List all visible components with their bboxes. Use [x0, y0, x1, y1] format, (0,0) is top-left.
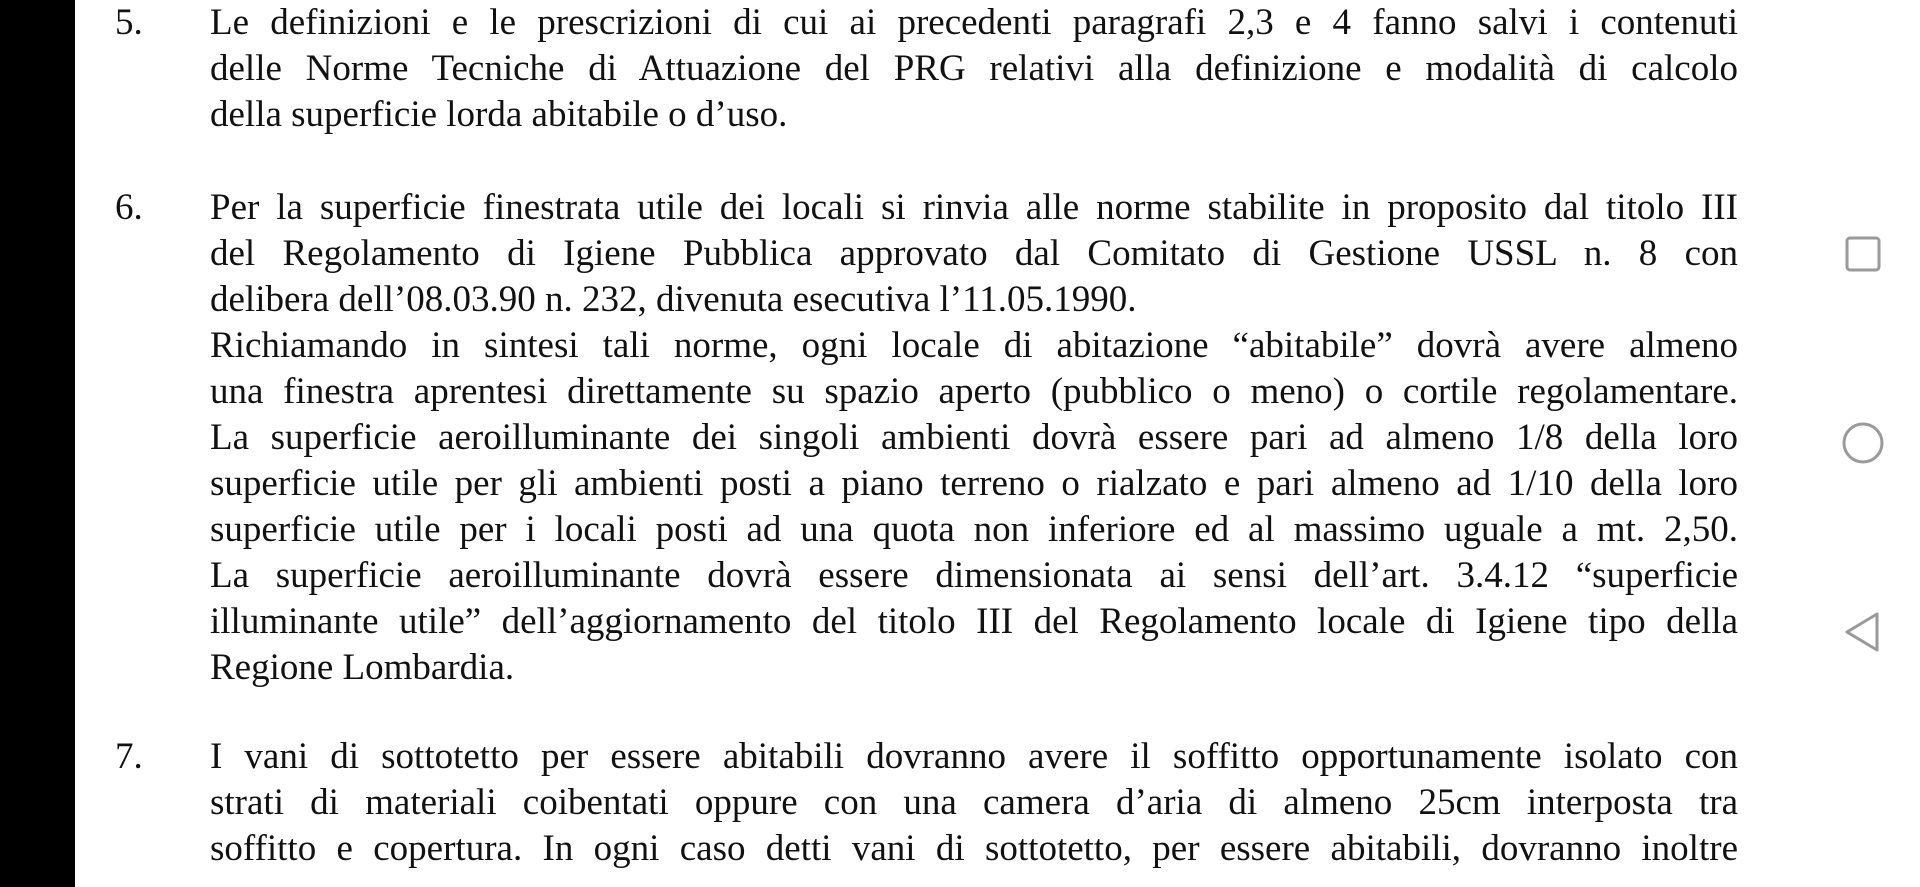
- document-page[interactable]: [75, 0, 1805, 887]
- text-line: soffitto e copertura. In ogni caso detti vani di sottotetto, per essere abitabili, dovranno inoltre: [210, 828, 1738, 869]
- circle-icon: [1833, 413, 1893, 473]
- item-number: 6.: [115, 187, 143, 228]
- text-line: superficie utile per i locali posti ad una quota non inferiore ed al massimo uguale a mt. 2,50.: [210, 509, 1738, 550]
- recents-button[interactable]: [1833, 224, 1893, 284]
- text-line: delle Norme Tecniche di Attuazione del PRG relativi alla definizione e modalità di calcolo: [210, 48, 1738, 89]
- text-line: Richiamando in sintesi tali norme, ogni locale di abitazione “abitabile” dovrà avere almeno: [210, 325, 1738, 366]
- item-number: 7.: [115, 736, 143, 777]
- back-button[interactable]: [1833, 602, 1893, 662]
- text-line: del Regolamento di Igiene Pubblica approvato dal Comitato di Gestione USSL n. 8 con: [210, 233, 1738, 274]
- text-line: della superficie lorda abitabile o d’uso.: [210, 94, 788, 135]
- home-button[interactable]: [1833, 413, 1893, 473]
- text-line: delibera dell’08.03.90 n. 232, divenuta esecutiva l’11.05.1990.: [210, 279, 1137, 320]
- text-line: Le definizioni e le prescrizioni di cui ai precedenti paragrafi 2,3 e 4 fanno salvi i contenuti: [210, 2, 1738, 43]
- text-line: strati di materiali coibentati oppure con una camera d’aria di almeno 25cm interposta tra: [210, 782, 1738, 823]
- text-line: I vani di sottotetto per essere abitabili dovranno avere il soffitto opportunamente isolato con: [210, 736, 1738, 777]
- text-line: Regione Lombardia.: [210, 647, 515, 688]
- square-icon: [1833, 224, 1893, 284]
- text-line: illuminante utile” dell’aggiornamento del titolo III del Regolamento locale di Igiene tipo della: [210, 601, 1738, 642]
- triangle-left-icon: [1833, 602, 1893, 662]
- text-line: una finestra aprentesi direttamente su spazio aperto (pubblico o meno) o cortile regolamentare.: [210, 371, 1738, 412]
- text-line: superficie utile per gli ambienti posti a piano terreno o rialzato e pari almeno ad 1/10 della loro: [210, 463, 1738, 504]
- text-line: Per la superficie finestrata utile dei locali si rinvia alle norme stabilite in proposito dal titolo III: [210, 187, 1738, 228]
- left-black-bar: [0, 0, 75, 887]
- text-line: La superficie aeroilluminante dovrà essere dimensionata ai sensi dell’art. 3.4.12 “superficie: [210, 555, 1738, 596]
- text-line: La superficie aeroilluminante dei singoli ambienti dovrà essere pari ad almeno 1/8 della loro: [210, 417, 1738, 458]
- item-number: 5.: [115, 2, 143, 43]
- navigation-bar: [1805, 0, 1920, 887]
